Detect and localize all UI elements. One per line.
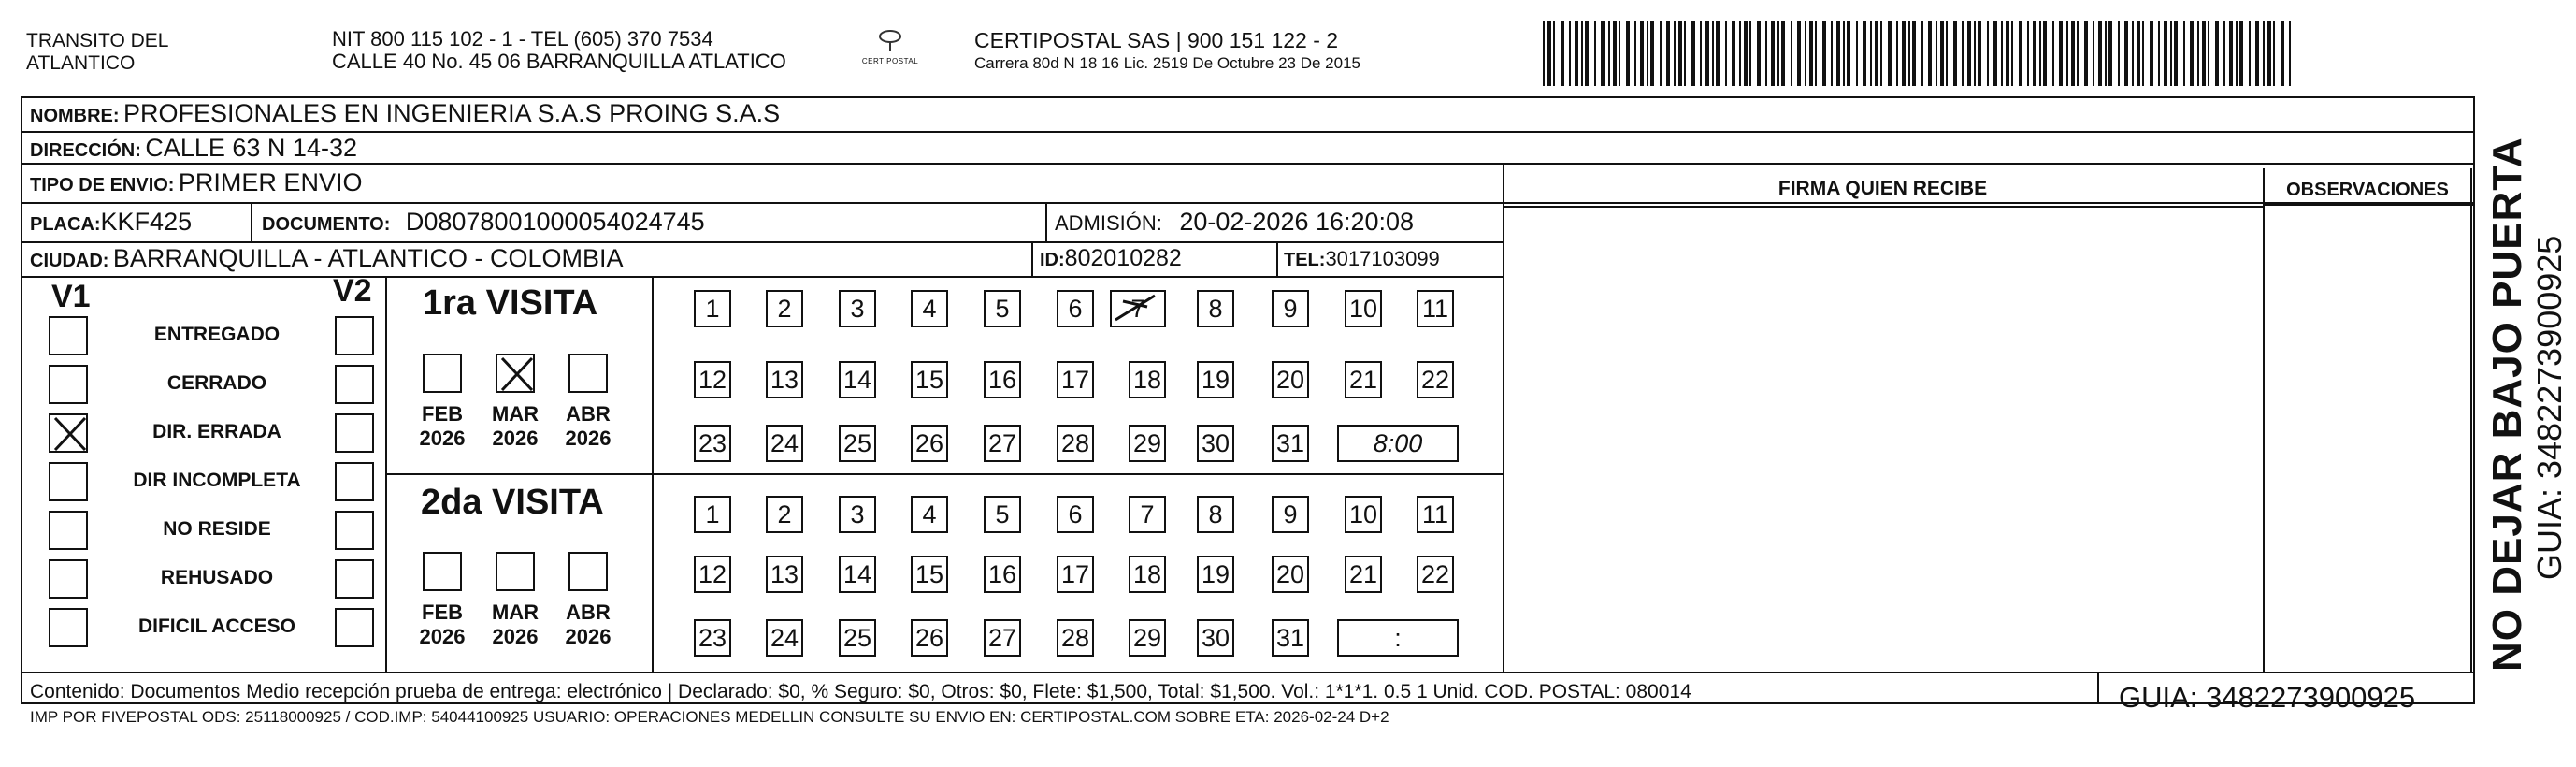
direccion-value: CALLE 63 N 14-32 bbox=[145, 134, 357, 162]
day-box[interactable]: 21 bbox=[1345, 556, 1382, 593]
company-info: CERTIPOSTAL SAS | 900 151 122 - 2 Carrera 80d N 18 16 Lic. 2519 De Octubre 23 De 2015 bbox=[974, 28, 1360, 72]
admision-cell bbox=[1055, 203, 1414, 245]
day-box[interactable]: 6 bbox=[1057, 496, 1094, 533]
v1-checkbox[interactable] bbox=[49, 365, 88, 404]
day-box[interactable]: 26 bbox=[911, 619, 948, 657]
month-checkbox[interactable] bbox=[496, 354, 535, 393]
day-box[interactable]: 1 bbox=[694, 496, 731, 533]
day-box[interactable]: 7 bbox=[1129, 496, 1166, 533]
day-box[interactable]: 6 bbox=[1057, 290, 1094, 327]
status-label: DIR INCOMPLETA bbox=[133, 470, 301, 491]
day-box[interactable]: 9 bbox=[1272, 496, 1309, 533]
day-box[interactable]: 20 bbox=[1272, 556, 1309, 593]
status-label: REHUSADO bbox=[160, 567, 274, 588]
day-box[interactable]: 13 bbox=[766, 361, 803, 398]
month-label: ABR 2026 bbox=[565, 402, 612, 450]
day-box[interactable]: 8 bbox=[1197, 496, 1234, 533]
pin-icon bbox=[876, 28, 904, 52]
barcode bbox=[1543, 21, 2291, 86]
id-cell bbox=[1040, 241, 1182, 279]
day-box[interactable]: 3 bbox=[839, 496, 876, 533]
status-label: NO RESIDE bbox=[163, 518, 271, 540]
day-box[interactable]: 19 bbox=[1197, 361, 1234, 398]
month-checkbox[interactable] bbox=[423, 354, 462, 393]
day-box[interactable]: 29 bbox=[1129, 619, 1166, 657]
firma-label: FIRMA QUIEN RECIBE bbox=[1777, 178, 1988, 199]
strike-mark-icon bbox=[1110, 290, 1166, 327]
id-label: ID: bbox=[1040, 250, 1065, 270]
day-box[interactable]: 18 bbox=[1129, 361, 1166, 398]
nombre-value: PROFESIONALES EN INGENIERIA S.A.S PROING S.A.S bbox=[123, 99, 781, 127]
second-visit-title: 2da VISITA bbox=[421, 483, 604, 522]
day-box[interactable]: 14 bbox=[839, 556, 876, 593]
id-value: 802010282 bbox=[1064, 245, 1182, 271]
day-box[interactable]: 25 bbox=[839, 619, 876, 657]
time-box[interactable]: 8:00 bbox=[1337, 425, 1459, 462]
day-box[interactable]: 11 bbox=[1417, 290, 1454, 327]
day-box[interactable]: 24 bbox=[766, 425, 803, 462]
day-box[interactable]: 16 bbox=[984, 556, 1021, 593]
day-box[interactable]: 17 bbox=[1057, 361, 1094, 398]
day-box[interactable]: 12 bbox=[694, 556, 731, 593]
org-contact: NIT 800 115 102 - 1 - TEL (605) 370 7534 CALLE 40 No. 45 06 BARRANQUILLA ATLATICO bbox=[332, 27, 786, 73]
v1-checkbox[interactable] bbox=[49, 511, 88, 550]
tel-label: TEL: bbox=[1284, 250, 1326, 270]
day-box[interactable]: 2 bbox=[766, 496, 803, 533]
placa-value: KKF425 bbox=[100, 208, 193, 236]
ciudad-cell bbox=[30, 241, 624, 280]
day-box[interactable]: 8 bbox=[1197, 290, 1234, 327]
status-label: ENTREGADO bbox=[153, 324, 281, 345]
day-box[interactable]: 15 bbox=[911, 361, 948, 398]
day-box[interactable]: 27 bbox=[984, 619, 1021, 657]
month-checkbox[interactable] bbox=[496, 552, 535, 591]
day-box[interactable]: 19 bbox=[1197, 556, 1234, 593]
side-guia: GUIA: 3482273900925 bbox=[2530, 235, 2569, 580]
status-label: DIR. ERRADA bbox=[152, 421, 281, 442]
v2-checkbox[interactable] bbox=[335, 608, 374, 647]
day-box[interactable]: 22 bbox=[1417, 556, 1454, 593]
day-box[interactable]: 10 bbox=[1345, 496, 1382, 533]
ciudad-value: BARRANQUILLA - ATLANTICO - COLOMBIA bbox=[112, 244, 624, 272]
nombre-label: NOMBRE: bbox=[30, 106, 120, 126]
v1-checkbox[interactable] bbox=[49, 413, 88, 453]
day-box[interactable]: 3 bbox=[839, 290, 876, 327]
day-box[interactable]: 28 bbox=[1057, 425, 1094, 462]
day-box[interactable]: 12 bbox=[694, 361, 731, 398]
day-box[interactable]: 5 bbox=[984, 290, 1021, 327]
contenido-text: Contenido: Documentos Medio recepción prueba de entrega: electrónico | Declarado: $0, % Seguro: $0, Otros: $0, Flete: $1,500, Total: $1,500. Vol.: 1*1*1. 0.5 1 Unid. COD. POSTAL: 080014 bbox=[30, 681, 1691, 702]
day-box[interactable]: 30 bbox=[1197, 425, 1234, 462]
day-box[interactable]: 31 bbox=[1272, 619, 1309, 657]
day-box[interactable]: 15 bbox=[911, 556, 948, 593]
v1-checkbox[interactable] bbox=[49, 559, 88, 599]
day-box[interactable]: 13 bbox=[766, 556, 803, 593]
tipo-label: TIPO DE ENVIO: bbox=[30, 175, 175, 195]
day-box[interactable]: 4 bbox=[911, 496, 948, 533]
v2-checkbox[interactable] bbox=[335, 559, 374, 599]
month-label: MAR 2026 bbox=[491, 601, 540, 648]
day-box[interactable]: 5 bbox=[984, 496, 1021, 533]
first-visit-title: 1ra VISITA bbox=[423, 283, 598, 323]
v2-checkbox[interactable] bbox=[335, 511, 374, 550]
v2-checkbox[interactable] bbox=[335, 413, 374, 453]
day-box[interactable]: 21 bbox=[1345, 361, 1382, 398]
guia-box: GUIA: 3482273900925 bbox=[2119, 681, 2416, 714]
month-label: FEB 2026 bbox=[419, 402, 466, 450]
tipo-value: PRIMER ENVIO bbox=[178, 168, 363, 196]
placa-label: PLACA: bbox=[30, 214, 101, 235]
day-box[interactable]: 26 bbox=[911, 425, 948, 462]
check-mark-icon bbox=[495, 353, 540, 398]
month-label: ABR 2026 bbox=[565, 601, 612, 648]
day-box[interactable]: 9 bbox=[1272, 290, 1309, 327]
day-box[interactable]: 30 bbox=[1197, 619, 1234, 657]
day-box[interactable]: 20 bbox=[1272, 361, 1309, 398]
v2-checkbox[interactable] bbox=[335, 462, 374, 501]
day-box[interactable]: 4 bbox=[911, 290, 948, 327]
month-label: FEB 2026 bbox=[419, 601, 466, 648]
documento-value: D08078001000054024745 bbox=[405, 208, 705, 236]
nombre-row bbox=[30, 96, 780, 135]
month-checkbox[interactable] bbox=[568, 552, 608, 591]
v1-checkbox[interactable] bbox=[49, 608, 88, 647]
v2-checkbox[interactable] bbox=[335, 316, 374, 355]
month-checkbox[interactable] bbox=[568, 354, 608, 393]
day-box[interactable]: 23 bbox=[694, 425, 731, 462]
v1-header: V1 bbox=[51, 279, 91, 314]
direccion-label: DIRECCIÓN: bbox=[30, 140, 141, 161]
admision-label: ADMISIÓN: bbox=[1055, 211, 1162, 235]
day-box[interactable]: 28 bbox=[1057, 619, 1094, 657]
day-box[interactable]: 31 bbox=[1272, 425, 1309, 462]
placa-cell bbox=[30, 203, 192, 245]
tel-value: 3017103099 bbox=[1325, 247, 1440, 270]
day-box[interactable]: 2 bbox=[766, 290, 803, 327]
day-box[interactable]: 29 bbox=[1129, 425, 1166, 462]
day-box[interactable]: 27 bbox=[984, 425, 1021, 462]
day-box[interactable]: 23 bbox=[694, 619, 731, 657]
day-box[interactable]: 7 bbox=[1110, 290, 1166, 327]
day-box[interactable]: 1 bbox=[694, 290, 731, 327]
documento-cell bbox=[262, 203, 705, 245]
v2-checkbox[interactable] bbox=[335, 365, 374, 404]
day-box[interactable]: 22 bbox=[1417, 361, 1454, 398]
day-box[interactable]: 25 bbox=[839, 425, 876, 462]
v2-header: V2 bbox=[333, 273, 372, 309]
v1-checkbox[interactable] bbox=[49, 316, 88, 355]
day-box[interactable]: 14 bbox=[839, 361, 876, 398]
day-box[interactable]: 16 bbox=[984, 361, 1021, 398]
documento-label: DOCUMENTO: bbox=[262, 214, 391, 235]
day-box[interactable]: 10 bbox=[1345, 290, 1382, 327]
imp-text: IMP POR FIVEPOSTAL ODS: 25118000925 / COD.IMP: 54044100925 USUARIO: OPERACIONES MEDELLIN CONSULTE SU ENVIO EN: CERTIPOSTAL.COM SOBRE ETA: 2026-02-24 D+2 bbox=[30, 708, 1389, 726]
admision-value: 20-02-2026 16:20:08 bbox=[1179, 208, 1415, 236]
status-label: CERRADO bbox=[166, 372, 267, 394]
observaciones-label: OBSERVACIONES bbox=[2286, 180, 2449, 200]
tel-cell bbox=[1284, 241, 1440, 279]
org-name: TRANSITO DEL ATLANTICO bbox=[26, 30, 169, 74]
certipostal-logo: CERTIPOSTAL bbox=[853, 28, 928, 65]
day-box[interactable]: 18 bbox=[1129, 556, 1166, 593]
ciudad-label: CIUDAD: bbox=[30, 251, 109, 271]
day-box[interactable]: 11 bbox=[1417, 496, 1454, 533]
month-label: MAR 2026 bbox=[491, 402, 540, 450]
side-warning: NO DEJAR BAJO PUERTA bbox=[2484, 137, 2530, 672]
v1-checkbox[interactable] bbox=[49, 462, 88, 501]
day-box[interactable]: 17 bbox=[1057, 556, 1094, 593]
check-mark-icon bbox=[48, 412, 93, 457]
tipo-row bbox=[30, 164, 362, 206]
month-checkbox[interactable] bbox=[423, 552, 462, 591]
day-box[interactable]: 24 bbox=[766, 619, 803, 657]
status-label: DIFICIL ACCESO bbox=[137, 615, 295, 637]
time-box[interactable]: : bbox=[1337, 619, 1459, 657]
